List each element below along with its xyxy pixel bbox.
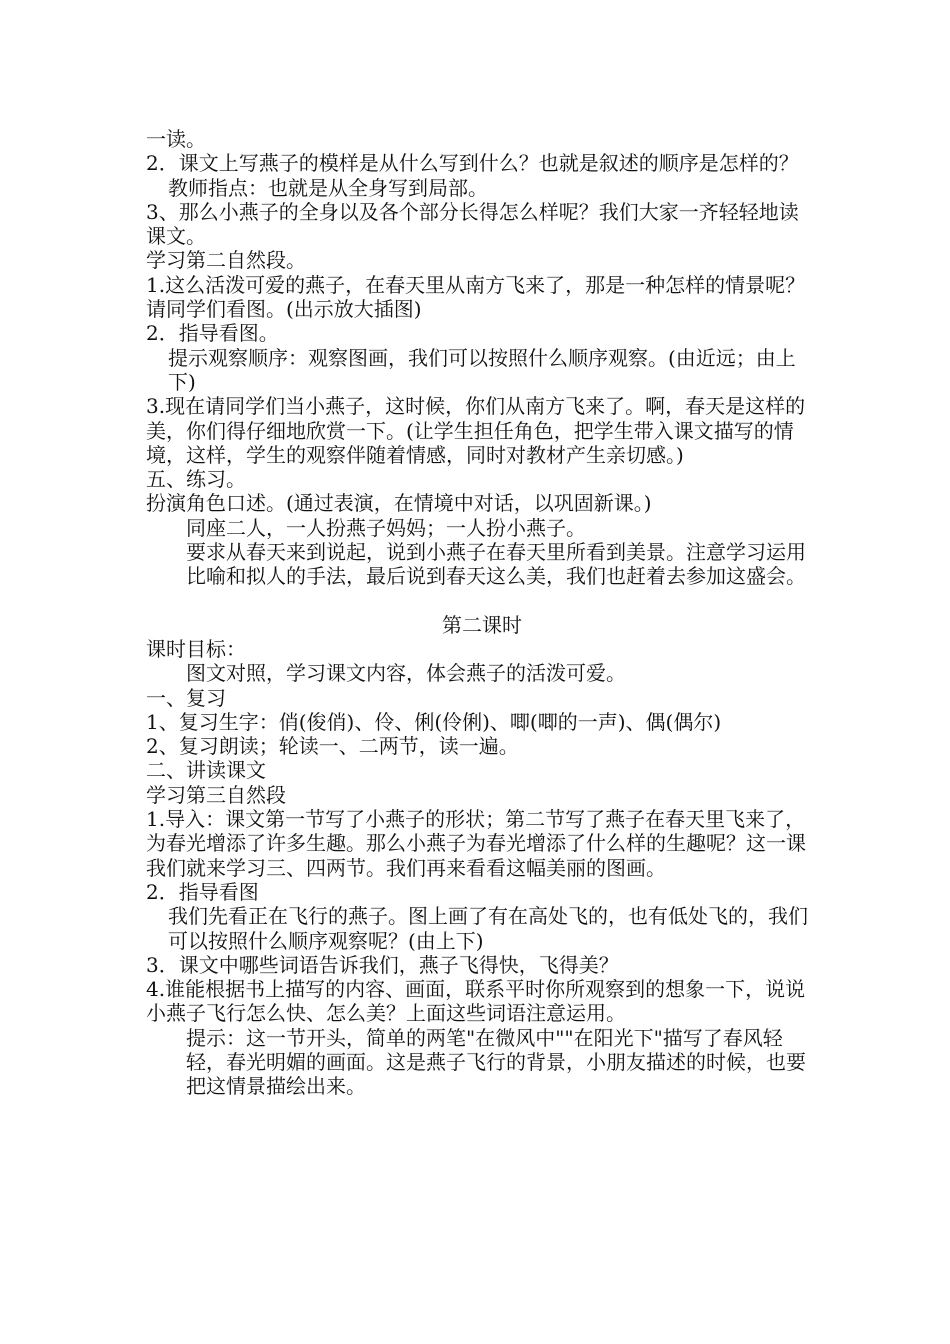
section-heading: 一、复习 — [146, 685, 226, 710]
text-line: 提示观察顺序：观察图画，我们可以按照什么顺序观察。(由近远；由上下) — [168, 345, 796, 394]
text-line: 3.现在请同学们当小燕子，这时候，你们从南方飞来了。啊，春天是这样的美，你们得仔细地欣赏一下。(让学生担任角色，把学生带入课文描写的情境，这样，学生的观察伴随着情感，同时对教材产生亲切感。) — [146, 394, 806, 467]
section-heading: 课时目标： — [146, 636, 246, 661]
text-line: 2．课文上写燕子的模样是从什么写到什么？也就是叙述的顺序是怎样的？ — [146, 151, 799, 176]
text-line: 3、那么小燕子的全身以及各个部分长得怎么样呢？我们大家一齐轻轻地读课文。 — [146, 199, 799, 249]
text-line: 1.这么活泼可爱的燕子，在春天里从南方飞来了，那是一种怎样的情景呢？请同学们看图。(出示放大插图) — [146, 272, 806, 322]
section-heading: 五、练习。 — [146, 467, 246, 492]
text-line: 图文对照，学习课文内容，体会燕子的活泼可爱。 — [186, 661, 626, 686]
text-line: 我们先看正在飞行的燕子。图上画了有在高处飞的，也有低处飞的，我们可以按照什么顺序观察呢？(由上下) — [168, 904, 808, 953]
text-line: 2．指导看图。 — [146, 321, 279, 346]
text-line: 一读。 — [146, 127, 206, 151]
text-line: 2．指导看图 — [146, 879, 259, 904]
lesson-title: 第二课时 — [442, 612, 522, 637]
text-line: 教师指点：也就是从全身写到局部。 — [168, 175, 488, 200]
blank-line — [146, 589, 818, 613]
text-line: 3．课文中哪些词语告诉我们，燕子飞得快，飞得美？ — [146, 952, 619, 977]
text-line: 2、复习朗读；轮读一、二两节，读一遍。 — [146, 734, 519, 759]
document-page — [146, 127, 818, 1099]
text-line: 提示：这一节开头，简单的两笔"在微风中""在阳光下"描写了春风轻轻，春光明媚的画面。这是燕子飞行的背景，小朋友描述的时候，也要把这情景描绘出来。 — [186, 1025, 806, 1099]
section-heading: 学习第二自然段。 — [146, 248, 306, 273]
text-line: 1、复习生字：俏(俊俏)、伶、俐(伶俐)、唧(唧的一声)、偶(偶尔) — [146, 709, 722, 734]
text-line: 要求从春天来到说起，说到小燕子在春天里所看到美景。注意学习运用比喻和拟人的手法，最后说到春天这么美，我们也赶着去参加这盛会。 — [186, 540, 806, 589]
text-line: 同座二人，一人扮燕子妈妈；一人扮小燕子。 — [186, 515, 586, 540]
text-line: 扮演角色口述。(通过表演，在情境中对话，以巩固新课。) — [146, 491, 652, 516]
text-line: 4.谁能根据书上描写的内容、画面，联系平时你所观察到的想象一下，说说小燕子飞行怎么快、怎么美？上面这些词语注意运用。 — [146, 977, 806, 1026]
section-heading: 二、讲读课文 — [146, 758, 266, 783]
section-heading: 学习第三自然段 — [146, 782, 286, 807]
text-line: 1.导入：课文第一节写了小燕子的形状；第二节写了燕子在春天里飞来了，为春光增添了许多生趣。那么小燕子为春光增添了什么样的生趣呢？这一课我们就来学习三、四两节。我们再来看看这幅美丽的图画。 — [146, 807, 806, 880]
